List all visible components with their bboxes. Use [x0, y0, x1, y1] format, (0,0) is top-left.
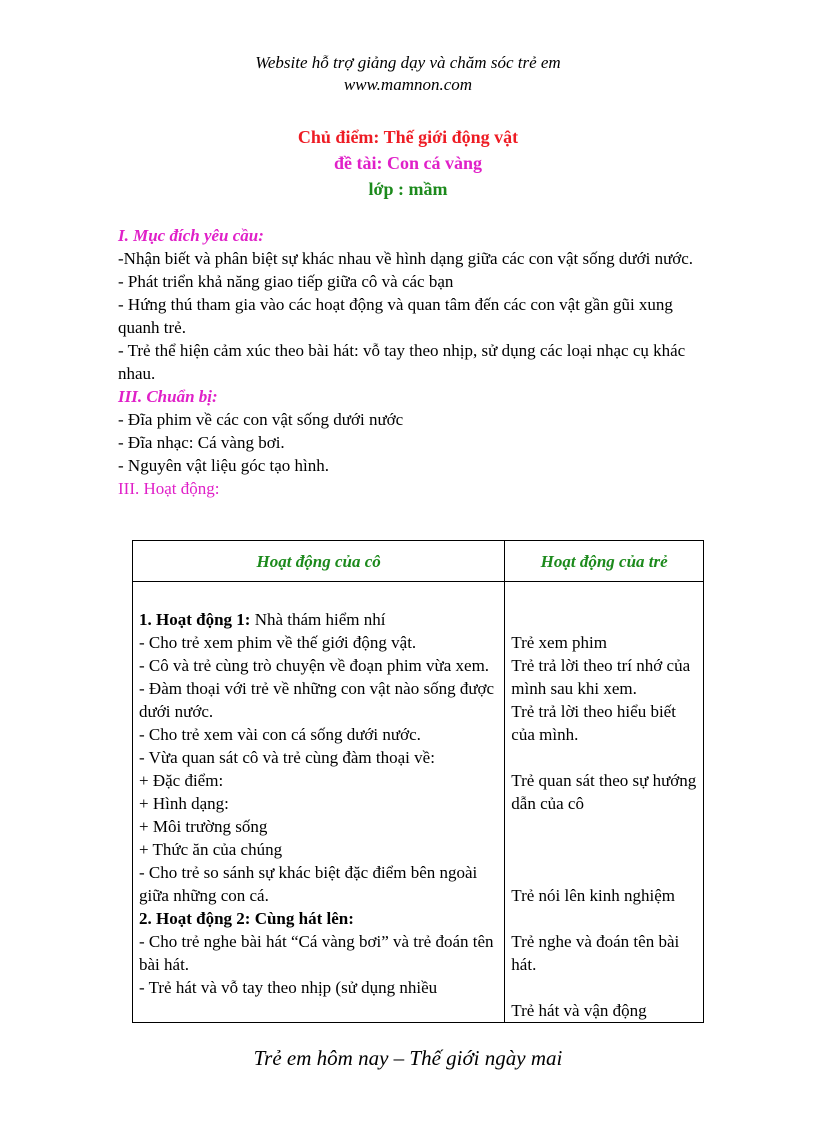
- section-preparation-heading: III. Chuẩn bị:: [118, 387, 218, 406]
- preparation-item: - Đĩa nhạc: Cá vàng bơi.: [118, 433, 285, 452]
- preparation-item: - Nguyên vật liệu góc tạo hình.: [118, 456, 330, 475]
- lesson-titles: [0, 124, 816, 202]
- child-activities-cell: [505, 582, 704, 1023]
- teacher-step: + Đặc điểm:: [139, 771, 224, 790]
- topic-title: Chủ điểm: Thế giới động vật: [297, 127, 519, 147]
- teacher-step: - Cô và trẻ cùng trò chuyện về đoạn phim vừa xem.: [139, 656, 490, 675]
- child-response: Trẻ trả lời theo hiểu biết của mình.: [511, 702, 676, 744]
- lesson-body: [118, 224, 708, 500]
- objective-item: - Hứng thú tham gia vào các hoạt động và quan tâm đến các con vật gần gũi xung quanh trẻ.: [118, 295, 673, 337]
- child-response: Trẻ nói lên kinh nghiệm: [511, 886, 675, 905]
- activity1-title: 1. Hoạt động 1:: [139, 610, 251, 629]
- teacher-column-header: Hoạt động của cô: [133, 541, 505, 582]
- class-title: lớp : mầm: [368, 179, 448, 199]
- teacher-step: + Thức ăn của chúng: [139, 840, 283, 859]
- activity1-name: Nhà thám hiểm nhí: [250, 610, 386, 629]
- table-row: [133, 582, 704, 1023]
- header-website-line: Website hỗ trợ giảng dạy và chăm sóc trẻ em: [255, 53, 561, 72]
- teacher-step: - Trẻ hát và vỗ tay theo nhịp (sử dụng nhiều: [139, 978, 438, 997]
- teacher-step: - Đàm thoại với trẻ về những con vật nào sống được dưới nước.: [139, 679, 495, 721]
- header-url-line: www.mamnon.com: [343, 75, 473, 94]
- child-response: Trẻ trả lời theo trí nhớ của mình sau khi xem.: [511, 656, 691, 698]
- page-header: [0, 52, 816, 96]
- teacher-step: - Cho trẻ xem phim về thế giới động vật.: [139, 633, 417, 652]
- teacher-step: - Cho trẻ xem vài con cá sống dưới nước.: [139, 725, 421, 744]
- activities-table: [132, 540, 704, 1023]
- teacher-activities-cell: [133, 582, 505, 1023]
- teacher-step: - Cho trẻ so sánh sự khác biệt đặc điểm bên ngoài giữa những con cá.: [139, 863, 478, 905]
- section-activities-heading: III. Hoạt động:: [118, 479, 220, 498]
- child-response: Trẻ nghe và đoán tên bài hát.: [511, 932, 680, 974]
- child-column-header: Hoạt động của trẻ: [505, 541, 704, 582]
- child-response: Trẻ quan sát theo sự hướng dẫn của cô: [511, 771, 697, 813]
- objective-item: - Trẻ thể hiện cảm xúc theo bài hát: vỗ tay theo nhịp, sử dụng các loại nhạc cụ khác nhau.: [118, 341, 686, 383]
- subject-title: đề tài: Con cá vàng: [334, 153, 482, 173]
- child-response: Trẻ hát và vận động: [511, 1001, 647, 1020]
- objective-item: - Phát triển khả năng giao tiếp giữa cô và các bạn: [118, 272, 454, 291]
- teacher-step: - Vừa quan sát cô và trẻ cùng đàm thoại về:: [139, 748, 435, 767]
- teacher-step: - Cho trẻ nghe bài hát “Cá vàng bơi” và trẻ đoán tên bài hát.: [139, 932, 494, 974]
- table-header-row: [133, 541, 704, 582]
- page-footer: Trẻ em hôm nay – Thế giới ngày mai: [253, 1046, 563, 1070]
- activity1-heading: [139, 608, 498, 631]
- activity2-title: 2. Hoạt động 2: Cùng hát lên:: [139, 909, 354, 928]
- teacher-step: + Hình dạng:: [139, 794, 229, 813]
- preparation-item: - Đĩa phim về các con vật sống dưới nước: [118, 410, 404, 429]
- teacher-step: + Môi trường sống: [139, 817, 268, 836]
- section-objectives-heading: I. Mục đích yêu cầu:: [118, 226, 264, 245]
- objective-item: -Nhận biết và phân biệt sự khác nhau về hình dạng giữa các con vật sống dưới nước.: [118, 249, 694, 268]
- child-response: Trẻ xem phim: [511, 633, 608, 652]
